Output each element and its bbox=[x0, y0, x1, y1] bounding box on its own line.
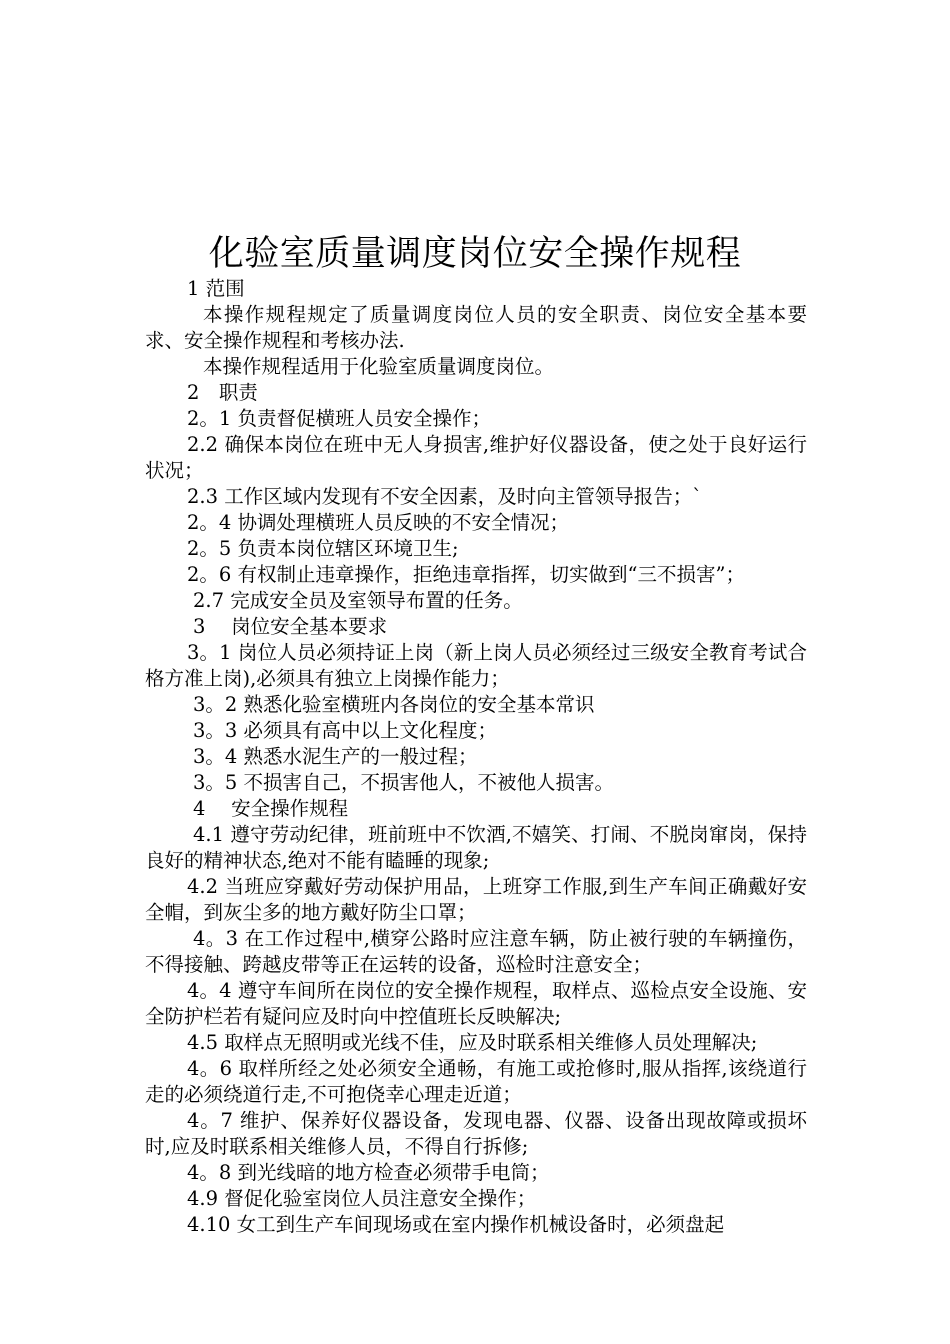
paragraph: 本操作规程适用于化验室质量调度岗位。 bbox=[203, 355, 555, 378]
list-item: 2.3 工作区域内发现有不安全因素，及时向主管领导报告；` bbox=[187, 485, 702, 508]
list-item: 4.10 女工到生产车间现场或在室内操作机械设备时，必须盘起 bbox=[187, 1213, 725, 1236]
list-item: 4。4 遵守车间所在岗位的安全操作规程，取样点、巡检点安全设施、安全防护栏若有疑问应及时向中控值班长反映解决; bbox=[145, 979, 807, 1028]
list-item: 3。4 熟悉水泥生产的一般过程； bbox=[193, 745, 478, 768]
list-item: 2。4 协调处理横班人员反映的不安全情况； bbox=[187, 511, 570, 534]
section-heading-requirements: 3 岗位安全基本要求 bbox=[193, 615, 388, 638]
list-item: 4。8 到光线暗的地方检查必须带手电筒； bbox=[187, 1161, 550, 1184]
section-heading-scope: 1 范围 bbox=[187, 277, 245, 300]
list-item: 4。7 维护、保养好仪器设备，发现电器、仪器、设备出现故障或损坏时,应及时联系相关维修人员，不得自行拆修; bbox=[145, 1109, 807, 1158]
document-body bbox=[145, 276, 807, 1238]
list-item: 2。1 负责督促横班人员安全操作； bbox=[187, 407, 492, 430]
list-item: 3。1 岗位人员必须持证上岗（新上岗人员必须经过三级安全教育考试合格方准上岗),必须具有独立上岗操作能力； bbox=[145, 641, 807, 690]
list-item: 3。3 必须具有高中以上文化程度； bbox=[193, 719, 498, 742]
list-item: 2。5 负责本岗位辖区环境卫生; bbox=[187, 537, 459, 560]
list-item: 2.2 确保本岗位在班中无人身损害,维护好仪器设备，使之处于良好运行状况； bbox=[145, 433, 807, 482]
list-item: 4.5 取样点无照明或光线不佳，应及时联系相关维修人员处理解决; bbox=[187, 1031, 758, 1054]
section-heading-duties: 2 职责 bbox=[187, 381, 258, 404]
document-title: 化验室质量调度岗位安全操作规程 bbox=[208, 234, 742, 274]
list-item: 3。2 熟悉化验室横班内各岗位的安全基本常识 bbox=[193, 693, 595, 716]
list-item: 4.9 督促化验室岗位人员注意安全操作； bbox=[187, 1187, 537, 1210]
list-item: 4。3 在工作过程中,横穿公路时应注意车辆，防止被行驶的车辆撞伤，不得接触、跨越皮带等正在运转的设备，巡检时注意安全； bbox=[145, 927, 807, 976]
list-item: 3。5 不损害自己，不损害他人，不被他人损害。 bbox=[193, 771, 615, 794]
list-item: 4。6 取样所经之处必须安全通畅，有施工或抢修时,服从指挥,该绕道行走的必须绕道行走,不可抱侥幸心理走近道； bbox=[145, 1057, 807, 1106]
list-item: 2。6 有权制止违章操作，拒绝违章指挥，切实做到“三不损害”； bbox=[187, 563, 745, 586]
paragraph: 本操作规程规定了质量调度岗位人员的安全职责、岗位安全基本要求、安全操作规程和考核办法. bbox=[145, 303, 807, 352]
section-heading-operating-rules: 4 安全操作规程 bbox=[193, 797, 349, 820]
list-item: 4.1 遵守劳动纪律，班前班中不饮酒,不嬉笑、打闹、不脱岗窜岗，保持良好的精神状态,绝对不能有瞌睡的现象; bbox=[145, 823, 807, 872]
list-item: 2.7 完成安全员及室领导布置的任务。 bbox=[193, 589, 523, 612]
list-item: 4.2 当班应穿戴好劳动保护用品，上班穿工作服,到生产车间正确戴好安全帽，到灰尘多的地方戴好防尘口罩； bbox=[145, 875, 807, 924]
